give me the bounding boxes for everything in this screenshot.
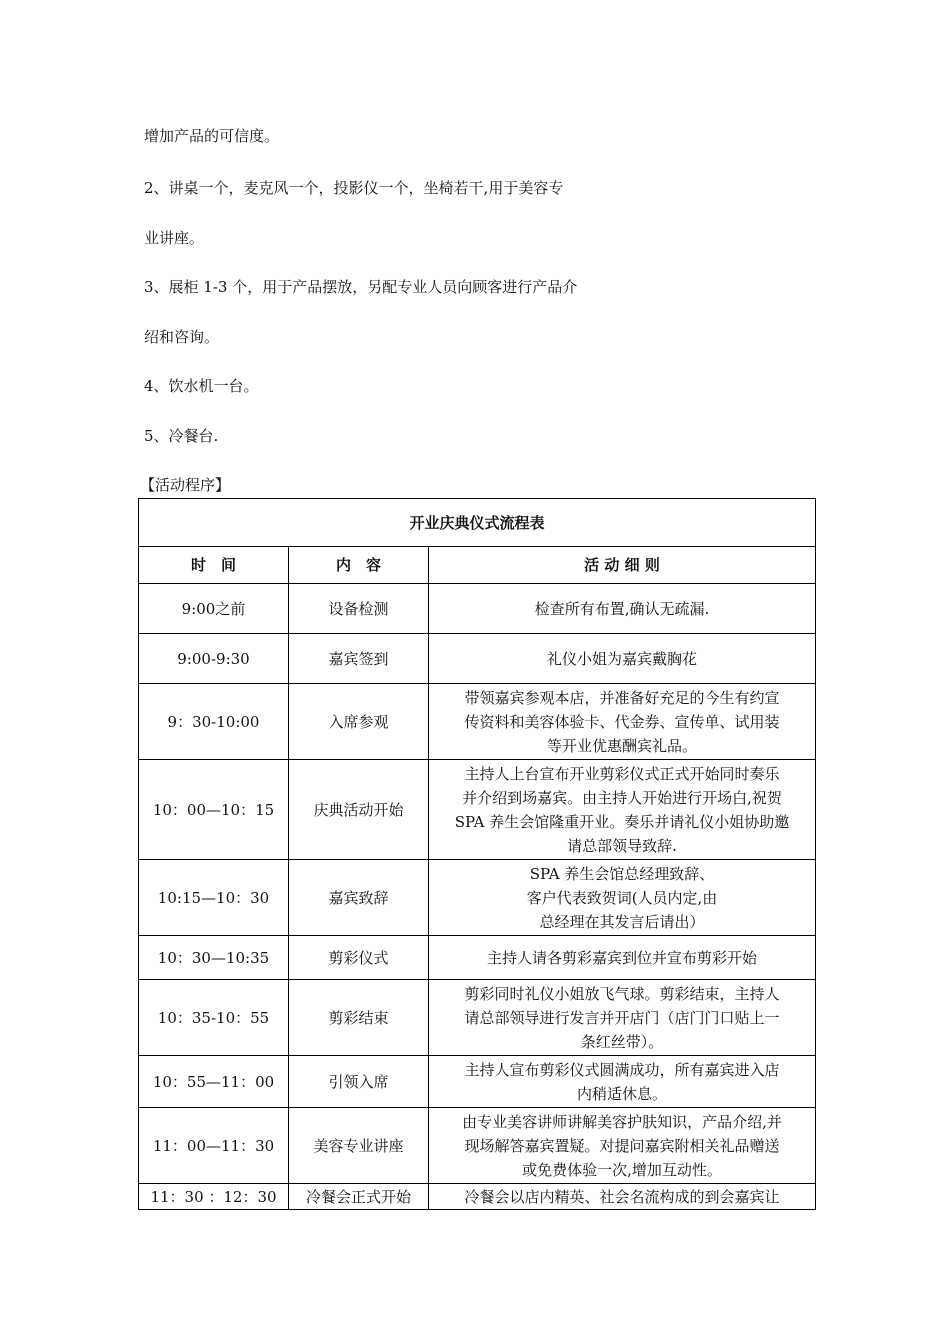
table-row: [139, 1108, 816, 1184]
paragraph-3: 业讲座。: [144, 229, 205, 247]
row-detail: 检查所有布置,确认无疏漏.: [429, 584, 816, 634]
row-content: 冷餐会正式开始: [289, 1184, 429, 1210]
paragraph-4: 3、展柜 1-3 个，用于产品摆放，另配专业人员向顾客进行产品介: [144, 278, 578, 296]
row-time: 10：55—11：00: [139, 1056, 289, 1108]
row-content: 入席参观: [289, 684, 429, 760]
row-detail: 冷餐会以店内精英、社会名流构成的到会嘉宾让: [429, 1184, 816, 1210]
section-heading: 【活动程序】: [140, 476, 231, 494]
paragraph-2: 2、讲桌一个，麦克风一个，投影仪一个，坐椅若干,用于美容专: [144, 179, 564, 197]
table-title: 开业庆典仪式流程表: [139, 499, 816, 547]
row-detail: 主持人请各剪彩嘉宾到位并宣布剪彩开始: [429, 936, 816, 980]
row-time: 11：00—11：30: [139, 1108, 289, 1184]
row-content: 设备检测: [289, 584, 429, 634]
row-time: 9：30-10:00: [139, 684, 289, 760]
row-content: 剪彩结束: [289, 980, 429, 1056]
row-detail: SPA 养生会馆总经理致辞、 客户代表致贺词(人员内定,由 总经理在其发言后请出）: [429, 860, 816, 936]
row-content: 美容专业讲座: [289, 1108, 429, 1184]
row-time: 10：00—10：15: [139, 760, 289, 860]
row-content: 剪彩仪式: [289, 936, 429, 980]
paragraph-6: 4、饮水机一台。: [144, 377, 259, 395]
row-content: 引领入席: [289, 1056, 429, 1108]
table-row: [139, 1056, 816, 1108]
table-row: [139, 936, 816, 980]
paragraph-5: 绍和咨询。: [144, 328, 220, 346]
header-detail: 活 动 细 则: [429, 547, 816, 584]
row-time: 10：35-10：55: [139, 980, 289, 1056]
table-row: [139, 584, 816, 634]
row-content: 嘉宾签到: [289, 634, 429, 684]
row-time: 9:00-9:30: [139, 634, 289, 684]
row-detail: 礼仪小姐为嘉宾戴胸花: [429, 634, 816, 684]
row-detail: 主持人上台宣布开业剪彩仪式正式开始同时奏乐 并介绍到场嘉宾。由主持人开始进行开场白,祝贺 SPA 养生会馆隆重开业。奏乐并请礼仪小姐协助邀 请总部领导致辞.: [429, 760, 816, 860]
row-time: 10:15—10：30: [139, 860, 289, 936]
paragraph-7: 5、冷餐台.: [144, 427, 219, 445]
row-detail: 剪彩同时礼仪小姐放飞气球。剪彩结束，主持人 请总部领导进行发言并开店门（店门门口贴上一 条红丝带）。: [429, 980, 816, 1056]
row-content: 嘉宾致辞: [289, 860, 429, 936]
row-detail: 主持人宣布剪彩仪式圆满成功，所有嘉宾进入店 内稍适休息。: [429, 1056, 816, 1108]
table-row: [139, 684, 816, 760]
row-time: 11：30 ：12：30: [139, 1184, 289, 1210]
table-row: [139, 1184, 816, 1210]
table-row: [139, 860, 816, 936]
table-row: [139, 980, 816, 1056]
header-content: 内 容: [289, 547, 429, 584]
row-detail: 由专业美容讲师讲解美容护肤知识，产品介绍,并 现场解答嘉宾置疑。对提问嘉宾附相关礼品赠送 或免费体验一次,增加互动性。: [429, 1108, 816, 1184]
row-time: 9:00之前: [139, 584, 289, 634]
row-content: 庆典活动开始: [289, 760, 429, 860]
table-row: [139, 634, 816, 684]
table-row: [139, 760, 816, 860]
header-time: 时 间: [139, 547, 289, 584]
ceremony-schedule-table: [138, 498, 816, 1210]
row-time: 10：30—10:35: [139, 936, 289, 980]
row-detail: 带领嘉宾参观本店，并准备好充足的今生有约宣 传资料和美容体验卡、代金券、宣传单、试用装 等开业优惠酬宾礼品。: [429, 684, 816, 760]
paragraph-1: 增加产品的可信度。: [144, 127, 280, 145]
